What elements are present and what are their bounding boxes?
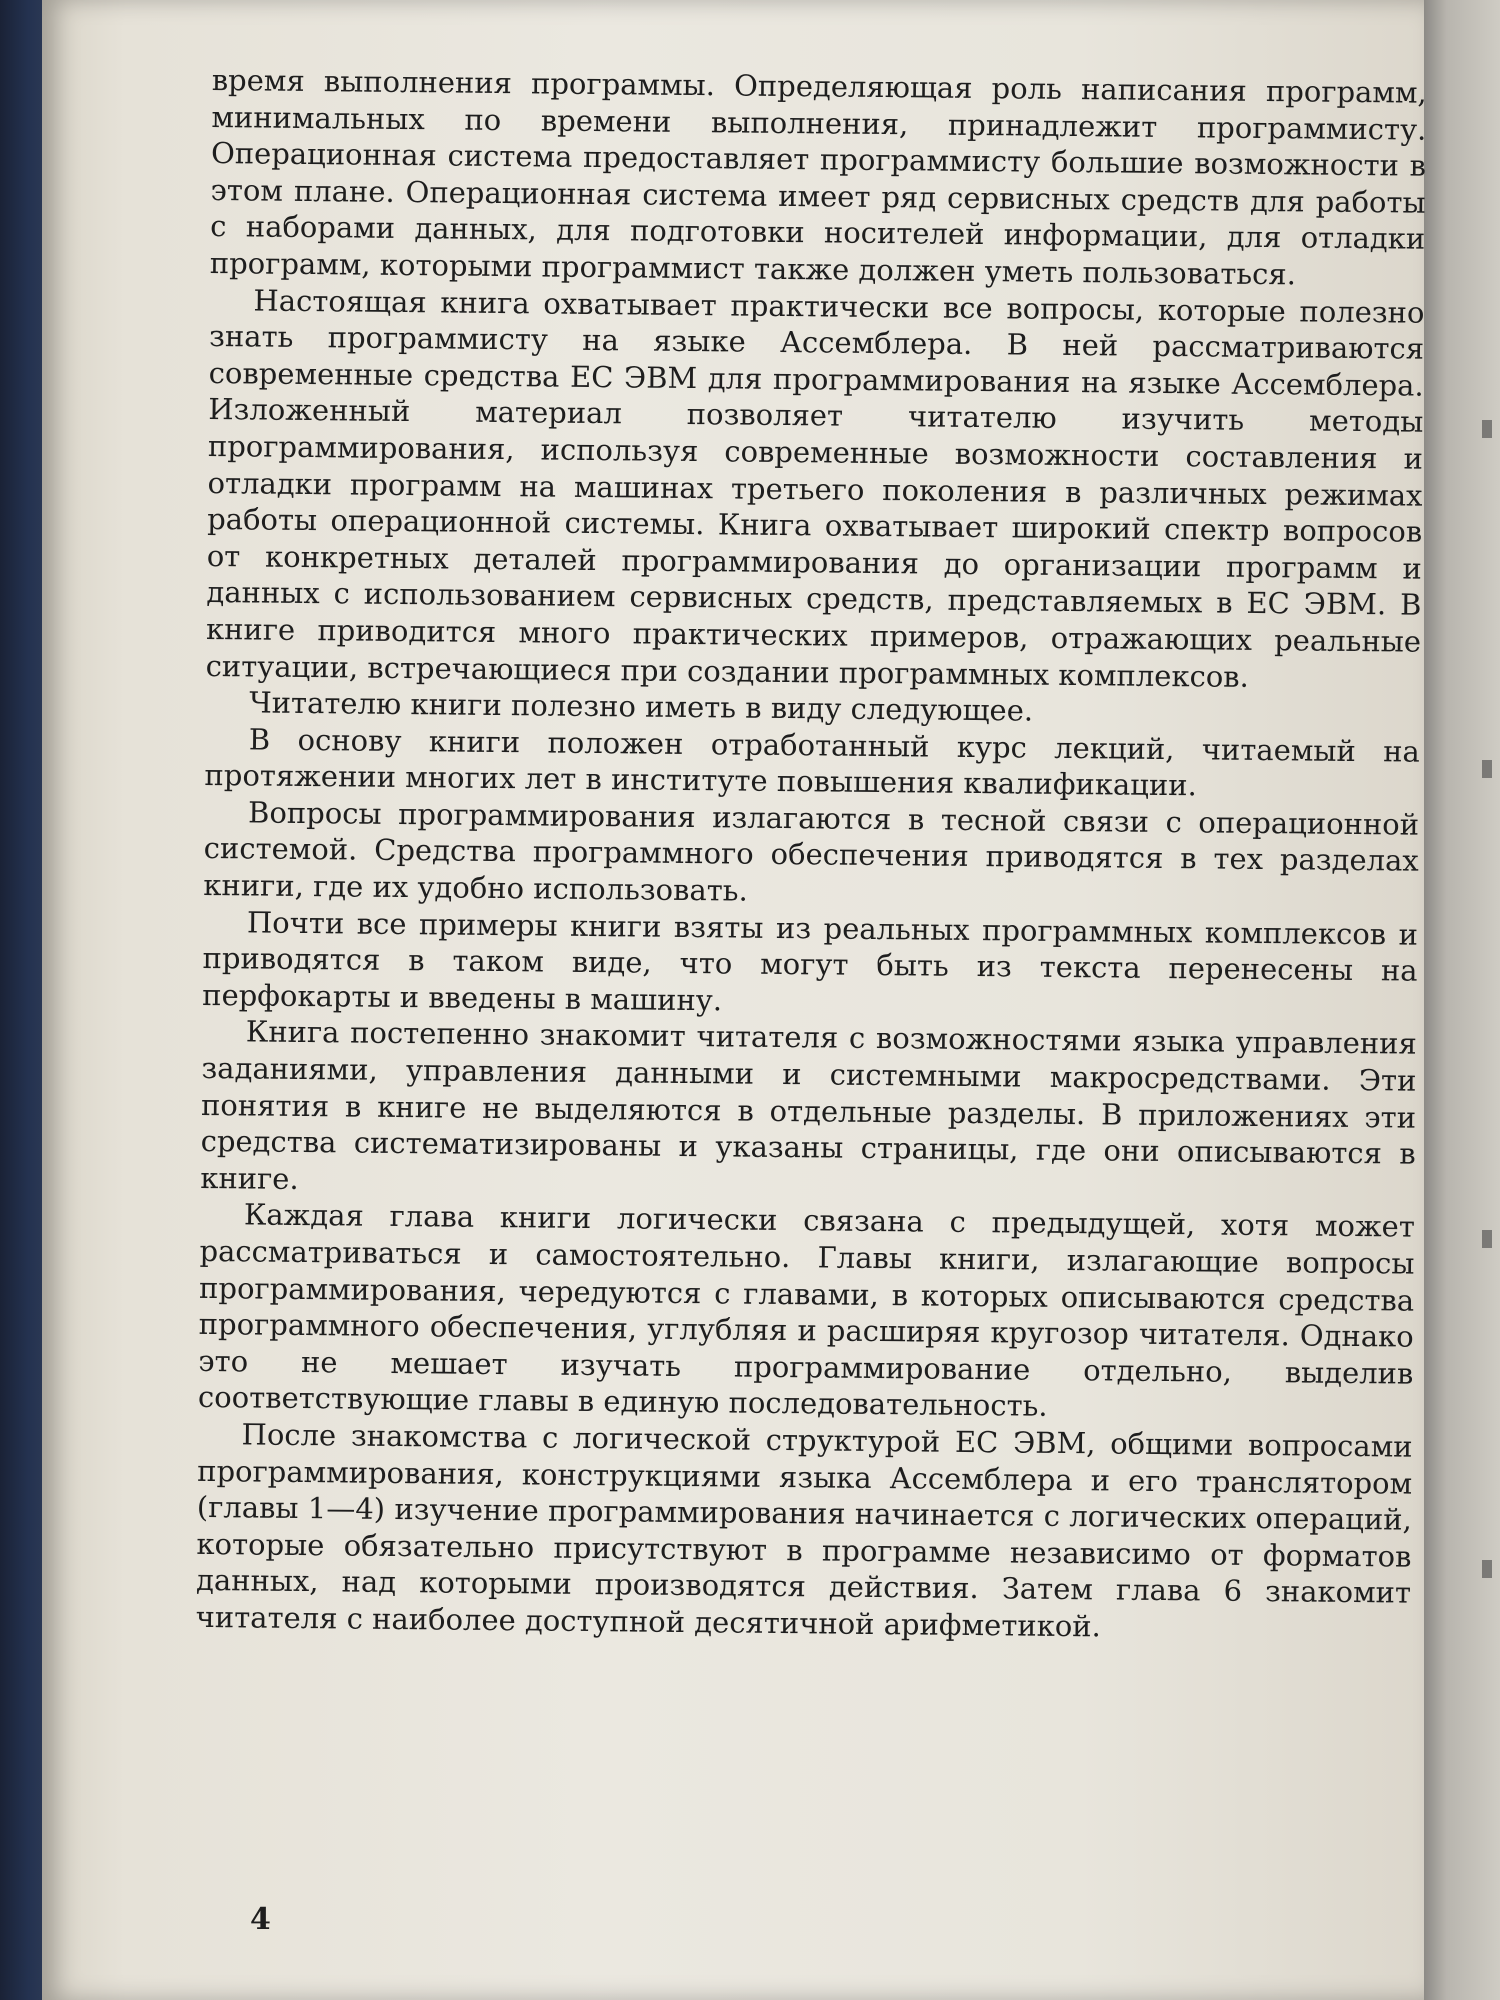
paragraph: Настоящая книга охватывает практически все вопросы, которые полезно знать программисту на языке Ассемблера. В ней рассматриваются современные средства ЕС ЭВМ для программирования на языке Ассемблера. Изложенный материал позволяет читателю изучить методы программирования, используя современные возможности составления и отладки программ на машинах третьего поколения в различных режимах работы операционной системы. Книга охватывает широкий спектр вопросов от конкретных деталей программирования до организации программ и данных с использованием сервисных средств, представляемых в ЕС ЭВМ. В книге приводится много практических примеров, отражающих реальные ситуации, встречающиеся при создании программных комплексов. <box>205 283 1425 694</box>
paragraph: время выполнения программы. Определяющая роль написания программ, минимальных по времени выполнения, принадлежит программисту. Операционная система предоставляет программисту большие возможности в этом плане. Операционная система имеет ряд сервисных средств для работы с наборами данных, для подготовки носителей информации, для отладки программ, которыми программист также должен уметь пользоваться. <box>209 62 1427 292</box>
paragraph: После знакомства с логической структурой ЕС ЭВМ, общими вопросами программирования, конструкциями языка Ассемблера и его транслятором (главы 1—4) изучение программирования начинается с логических операций, которые обязательно присутствуют в программе независимо от форматов данных, над которыми производятся действия. Затем глава 6 знакомит читателя с наиболее доступной десятичной арифметикой. <box>195 1417 1413 1644</box>
paragraph: Книга постепенно знакомит читателя с возможностями языка управления заданиями, управления данными и системными макросредствами. Эти понятия в книге не выделяются в отдельные разделы. В приложениях эти средства систематизированы и указаны страницы, где они описываются в книге. <box>200 1014 1417 1196</box>
adjacent-page-edge <box>1424 0 1500 2000</box>
paragraph: Читателю книги полезно иметь в виду следующее. <box>249 685 1034 728</box>
paragraph: Вопросы программирования излагаются в тесной связи с операционной системой. Средства программного обеспечения приводятся в тех разделах книги, где их удобно использовать. <box>203 795 1420 908</box>
page-number: 4 <box>250 1902 271 1937</box>
paragraph: Каждая глава книги логически связана с предыдущей, хотя может рассматриваться и самостоятельно. Главы книги, излагающие вопросы программирования, чередуются с главами, в которых описываются средства программного обеспечения, углубляя и расширяя кругозор читателя. Однако это не мешает изучать программирование отдельно, выделив соответствующие главы в единую последовательность. <box>197 1197 1416 1424</box>
paragraph: Почти все примеры книги взяты из реальных программных комплексов и приводятся в таком виде, что могут быть из текста перенесены на перфокарты и введены в машину. <box>202 905 1419 1018</box>
book-cover-edge <box>0 0 48 2000</box>
page-text <box>196 62 1427 1648</box>
adjacent-text-mark <box>1482 420 1492 438</box>
adjacent-text-mark <box>1482 1230 1492 1248</box>
adjacent-text-mark <box>1482 760 1492 778</box>
book-page <box>42 0 1427 2000</box>
adjacent-text-mark <box>1482 1560 1492 1578</box>
paragraph: В основу книги положен отработанный курс лекций, читаемый на протяжении многих лет в институте повышения квалификации. <box>204 722 1421 803</box>
